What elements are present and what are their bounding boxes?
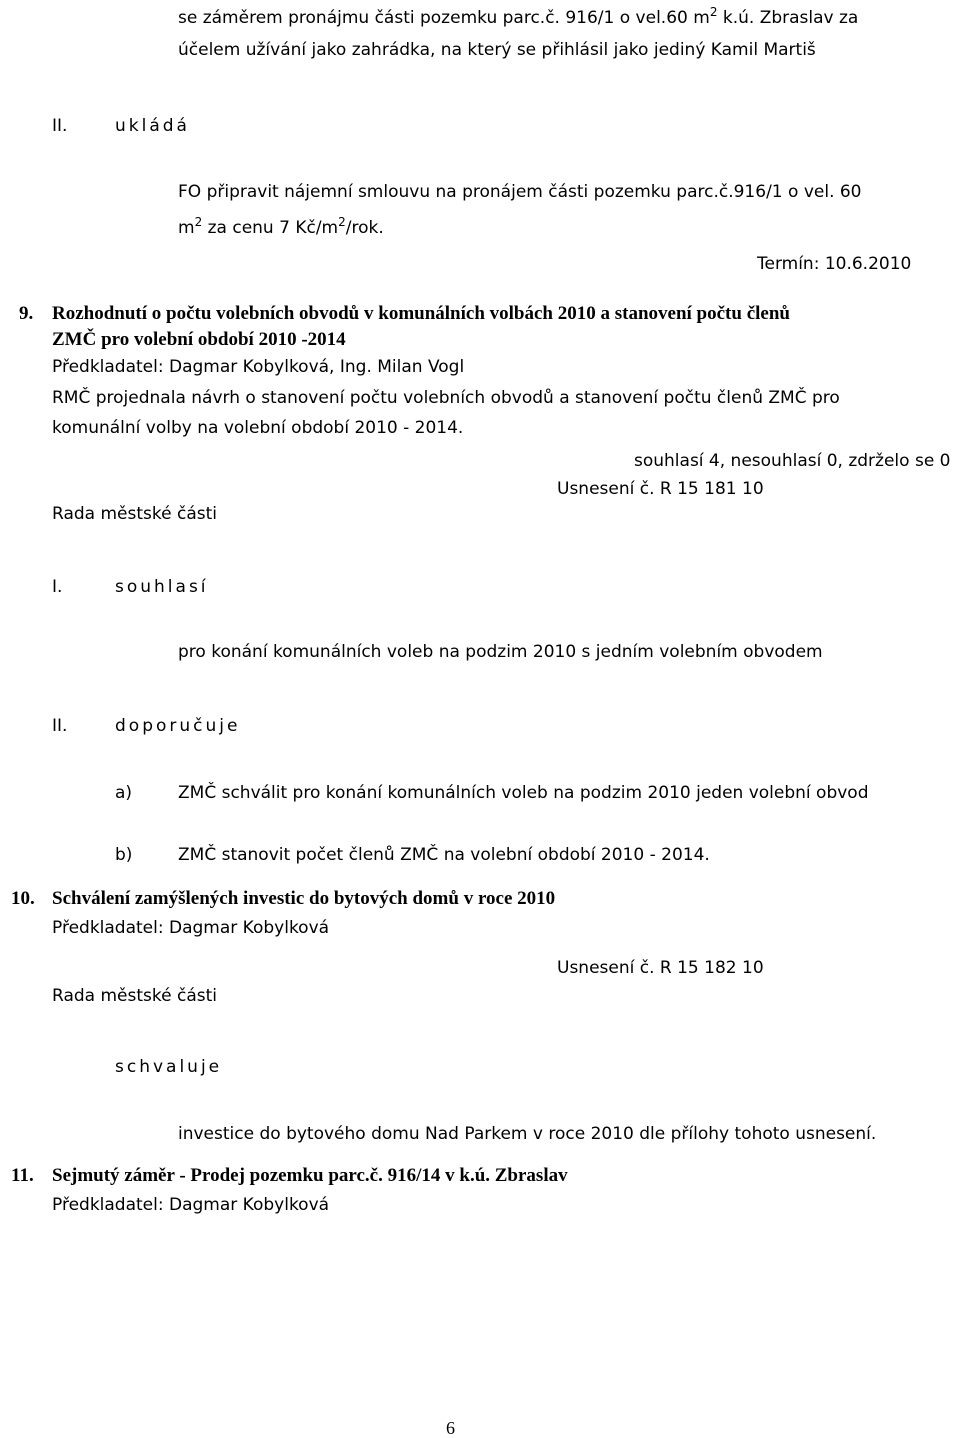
presenter: Předkladatel: Dagmar Kobylková, Ing. Milan Vogl (52, 357, 465, 377)
council-label: Rada městské části (52, 986, 217, 1006)
resolution-number: Usnesení č. R 15 182 10 (557, 958, 764, 978)
section-verb: doporučuje (115, 716, 241, 736)
resolution-number: Usnesení č. R 15 181 10 (557, 479, 764, 499)
section-number: II. (52, 116, 68, 136)
council-label: Rada městské části (52, 504, 217, 524)
presenter: Předkladatel: Dagmar Kobylková (52, 1195, 330, 1215)
continuation-line-2: účelem užívání jako zahrádka, na který se přihlásil jako jediný Kamil Martiš (178, 40, 816, 60)
vote-result: souhlasí 4, nesouhlasí 0, zdrželo se 0 (634, 451, 951, 471)
item-title-line-1: Rozhodnutí o počtu volebních obvodů v komunálních volbách 2010 a stanovení počtu členů (52, 303, 790, 324)
deadline: Termín: 10.6.2010 (757, 254, 912, 274)
description-line-1: RMČ projednala návrh o stanovení počtu volebních obvodů a stanovení počtu členů ZMČ pro (52, 388, 840, 408)
section-verb: schvaluje (115, 1057, 223, 1077)
item-title: Sejmutý záměr - Prodej pozemku parc.č. 916/14 v k.ú. Zbraslav (52, 1165, 568, 1186)
item-number: 10. (11, 888, 35, 909)
presenter: Předkladatel: Dagmar Kobylková (52, 918, 330, 938)
section-verb: souhlasí (115, 577, 209, 597)
item-title-line-2: ZMČ pro volební období 2010 -2014 (52, 329, 346, 350)
section-number: I. (52, 577, 63, 597)
instruction-line-1: FO připravit nájemní smlouvu na pronájem části pozemku parc.č.916/1 o vel. 60 (178, 182, 862, 202)
resolution-text: investice do bytového domu Nad Parkem v roce 2010 dle přílohy tohoto usnesení. (178, 1124, 877, 1144)
item-title: Schválení zamýšlených investic do bytových domů v roce 2010 (52, 888, 556, 909)
description-line-2: komunální volby na volební období 2010 - 2014. (52, 418, 464, 438)
item-number: 9. (19, 303, 34, 324)
list-label-b: b) (115, 845, 133, 865)
list-label-a: a) (115, 783, 133, 803)
item-number: 11. (11, 1165, 34, 1186)
list-item-a: ZMČ schválit pro konání komunálních voleb na podzim 2010 jeden volební obvod (178, 783, 869, 803)
instruction-line-2: $m^2$ za cenu 7 $Kč/m^2$/rok. (178, 215, 384, 238)
resolution-text: pro konání komunálních voleb na podzim 2010 s jedním volebním obvodem (178, 642, 823, 662)
section-verb: ukládá (115, 116, 190, 136)
list-item-b: ZMČ stanovit počet členů ZMČ na volební období 2010 - 2014. (178, 845, 710, 865)
page-number: 6 (446, 1418, 455, 1438)
section-number: II. (52, 716, 68, 736)
continuation-line-1: se záměrem pronájmu části pozemku parc.č. 916/1 o vel.60 $m^2$ k.ú. Zbraslav za (178, 5, 859, 28)
